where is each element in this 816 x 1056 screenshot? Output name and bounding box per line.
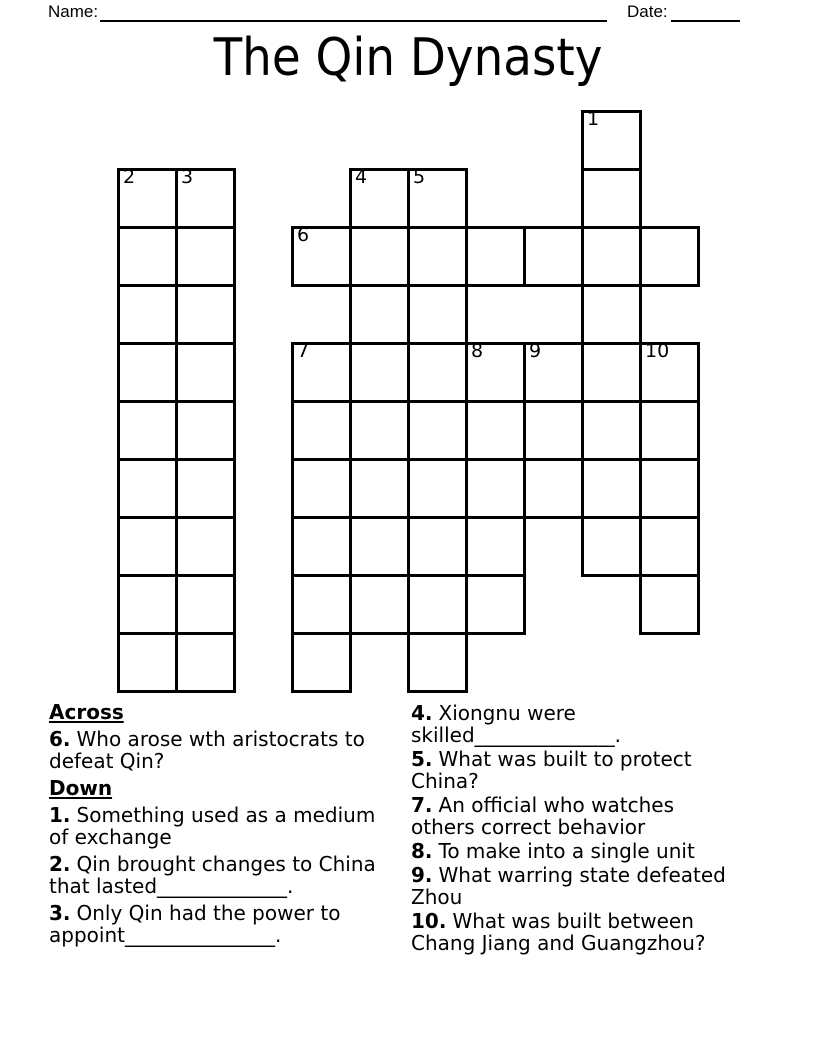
grid-cell xyxy=(175,400,236,461)
clue-text: others correct behavior xyxy=(411,815,646,839)
clues-left-column xyxy=(49,701,401,951)
grid-cell xyxy=(175,574,236,635)
grid-cell xyxy=(291,516,352,577)
grid-cell xyxy=(175,342,236,403)
grid-cell xyxy=(639,516,700,577)
clue-number: 1. xyxy=(49,803,71,827)
clue-5 xyxy=(411,748,751,792)
cell-number: 2 xyxy=(123,166,136,188)
grid-cell xyxy=(117,168,178,229)
clue-3 xyxy=(49,902,401,946)
clue-number: 8. xyxy=(411,839,433,863)
clue-1 xyxy=(49,804,401,848)
grid-cell xyxy=(291,400,352,461)
grid-cell xyxy=(465,342,526,403)
across-heading: Across xyxy=(49,700,124,724)
grid-cell xyxy=(581,110,642,171)
grid-cell xyxy=(349,284,410,345)
grid-cell xyxy=(523,400,584,461)
grid-cell xyxy=(117,400,178,461)
clue-text: Only Qin had the power to xyxy=(76,901,341,925)
clues-right-column xyxy=(411,702,751,956)
grid-cell xyxy=(639,400,700,461)
clue-text: of exchange xyxy=(49,825,172,849)
cell-number: 9 xyxy=(529,340,542,362)
grid-cell xyxy=(117,516,178,577)
grid-cell xyxy=(349,516,410,577)
cell-number: 3 xyxy=(181,166,194,188)
grid-cell xyxy=(291,226,352,287)
worksheet-title: The Qin Dynasty xyxy=(213,28,603,88)
clue-number: 3. xyxy=(49,901,71,925)
grid-cell xyxy=(407,168,468,229)
clue-7 xyxy=(411,794,751,838)
grid-cell xyxy=(581,458,642,519)
clue-number: 5. xyxy=(411,747,433,771)
grid-cell xyxy=(523,458,584,519)
down-heading: Down xyxy=(49,776,113,800)
grid-cell xyxy=(349,458,410,519)
grid-cell xyxy=(581,226,642,287)
clue-2 xyxy=(49,853,401,897)
grid-cell xyxy=(117,574,178,635)
grid-cell xyxy=(175,168,236,229)
grid-cell xyxy=(465,400,526,461)
clue-number: 4. xyxy=(411,701,433,725)
grid-cell xyxy=(175,284,236,345)
clue-text: Chang Jiang and Guangzhou? xyxy=(411,931,706,955)
grid-cell xyxy=(175,226,236,287)
grid-cell xyxy=(407,284,468,345)
clue-9 xyxy=(411,864,751,908)
grid-cell xyxy=(581,168,642,229)
grid-cell xyxy=(581,400,642,461)
grid-cell xyxy=(349,574,410,635)
grid-cell xyxy=(407,342,468,403)
clue-8 xyxy=(411,840,751,862)
grid-cell xyxy=(465,458,526,519)
cell-number: 10 xyxy=(645,340,670,362)
clue-number: 2. xyxy=(49,852,71,876)
grid-cell xyxy=(349,226,410,287)
cell-number: 7 xyxy=(297,340,310,362)
clue-text: that lasted_____________. xyxy=(49,874,294,898)
clue-text: An official who watches xyxy=(438,793,675,817)
grid-cell xyxy=(581,342,642,403)
grid-cell xyxy=(465,516,526,577)
grid-cell xyxy=(639,342,700,403)
clue-text: defeat Qin? xyxy=(49,749,165,773)
grid-cell xyxy=(407,400,468,461)
grid-cell xyxy=(465,574,526,635)
clue-text: Xiongnu were xyxy=(438,701,576,725)
grid-cell xyxy=(349,400,410,461)
grid-cell xyxy=(291,342,352,403)
clue-text: Who arose wth aristocrats to xyxy=(76,727,365,751)
clue-text: Zhou xyxy=(411,885,463,909)
grid-cell xyxy=(523,342,584,403)
clue-10 xyxy=(411,910,751,954)
grid-cell xyxy=(407,458,468,519)
cell-number: 5 xyxy=(413,166,426,188)
clue-6 xyxy=(49,728,401,772)
grid-cell xyxy=(291,632,352,693)
cell-number: 8 xyxy=(471,340,484,362)
clue-number: 9. xyxy=(411,863,433,887)
name-label: Name: xyxy=(48,2,99,21)
clue-text: appoint_______________. xyxy=(49,923,282,947)
grid-cell xyxy=(581,284,642,345)
grid-cell xyxy=(407,516,468,577)
clue-number: 7. xyxy=(411,793,433,817)
grid-cell xyxy=(117,458,178,519)
clue-text: What was built to protect xyxy=(438,747,692,771)
grid-cell xyxy=(175,632,236,693)
cell-number: 4 xyxy=(355,166,368,188)
clue-number: 10. xyxy=(411,909,447,933)
date-label: Date: xyxy=(627,2,668,21)
cell-number: 6 xyxy=(297,224,310,246)
clue-text: What warring state defeated xyxy=(438,863,726,887)
clue-text: skilled______________. xyxy=(411,723,622,747)
grid-cell xyxy=(407,574,468,635)
clue-number: 6. xyxy=(49,727,71,751)
grid-cell xyxy=(117,632,178,693)
grid-cell xyxy=(407,226,468,287)
grid-cell xyxy=(349,342,410,403)
grid-cell xyxy=(291,458,352,519)
grid-cell xyxy=(117,342,178,403)
cell-number: 1 xyxy=(587,108,600,130)
clue-text: What was built between xyxy=(452,909,694,933)
clue-text: To make into a single unit xyxy=(438,839,695,863)
clue-text: China? xyxy=(411,769,479,793)
grid-cell xyxy=(465,226,526,287)
grid-cell xyxy=(407,632,468,693)
clue-4 xyxy=(411,702,751,746)
grid-cell xyxy=(581,516,642,577)
grid-cell xyxy=(117,226,178,287)
grid-cell xyxy=(291,574,352,635)
grid-cell xyxy=(175,516,236,577)
grid-cell xyxy=(639,458,700,519)
grid-cell xyxy=(639,574,700,635)
grid-cell xyxy=(175,458,236,519)
grid-cell xyxy=(523,226,584,287)
clue-text: Something used as a medium xyxy=(76,803,376,827)
clue-text: Qin brought changes to China xyxy=(76,852,376,876)
grid-cell xyxy=(349,168,410,229)
grid-cell xyxy=(639,226,700,287)
grid-cell xyxy=(117,284,178,345)
